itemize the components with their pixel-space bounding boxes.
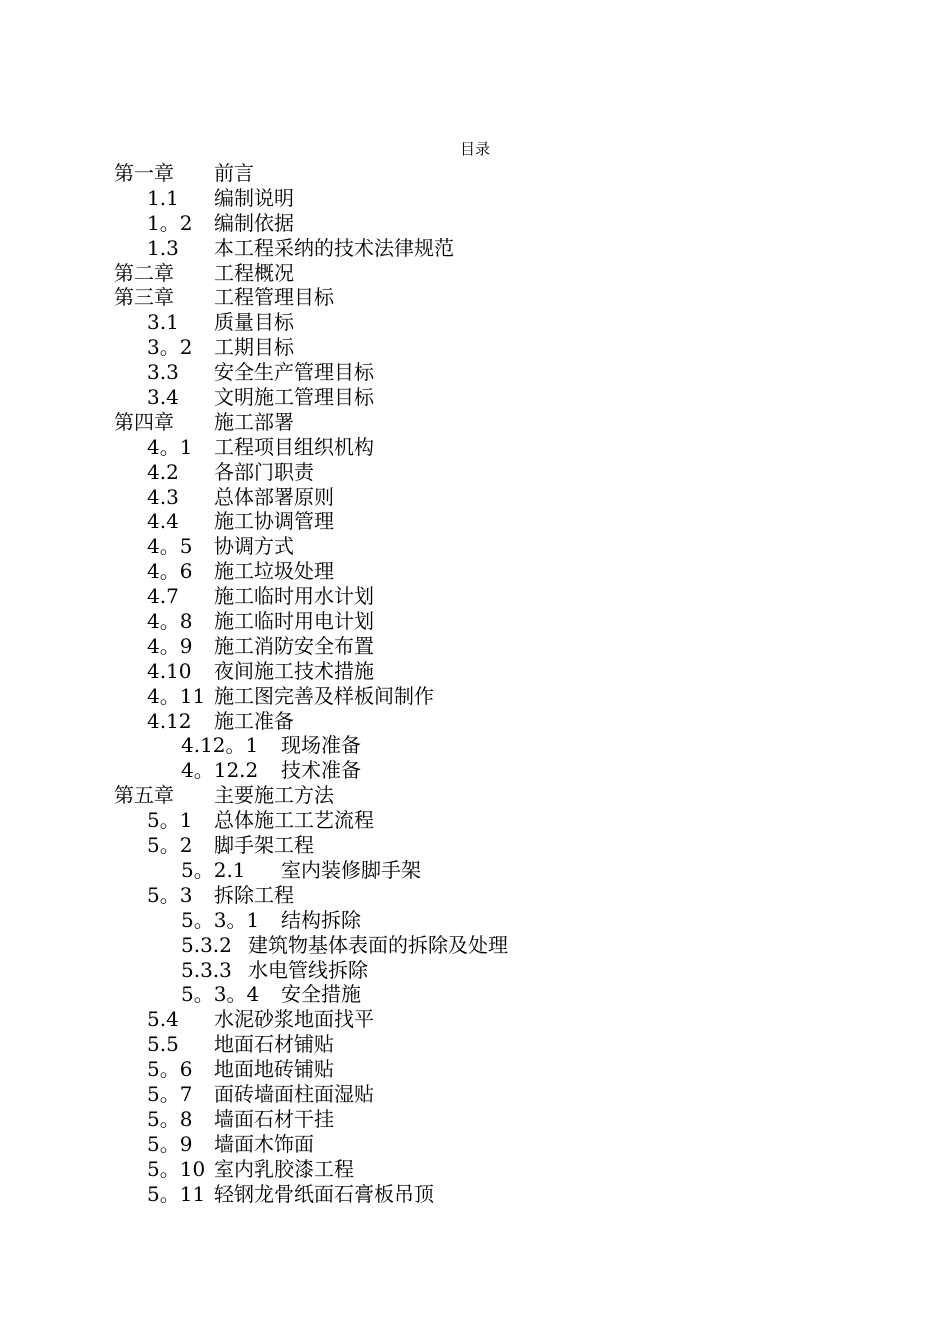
toc-entry-number: 第一章	[114, 161, 174, 185]
toc-entry-number: 第四章	[114, 409, 174, 434]
toc-section	[0, 460, 950, 485]
toc-entry-title: 夜间施工技术措施	[214, 658, 374, 683]
toc-entry-number: 4.2	[147, 459, 179, 484]
toc-entry-title: 施工垃圾处理	[214, 559, 334, 584]
toc-chapter	[0, 410, 950, 435]
toc-entry-title: 结构拆除	[281, 907, 361, 932]
toc-section	[0, 1082, 950, 1107]
toc-entry-number: 5.3.3	[181, 957, 232, 982]
toc-entry-number: 4。8	[147, 609, 193, 634]
toc-entry-number: 5。10	[147, 1156, 206, 1181]
toc-chapter	[0, 161, 950, 186]
toc-section	[0, 883, 950, 908]
toc-section	[0, 609, 950, 634]
toc-entry-number: 5.5	[147, 1032, 179, 1057]
toc-entry-number: 5。11	[147, 1181, 206, 1206]
toc-subsection	[0, 933, 950, 958]
toc-entry-number: 1.3	[147, 235, 179, 260]
toc-entry-number: 4。5	[147, 534, 193, 559]
toc-entry-number: 第五章	[114, 783, 174, 808]
toc-entry-number: 5。6	[147, 1057, 193, 1082]
toc-entry-title: 总体部署原则	[214, 484, 334, 509]
toc-entry-number: 3.4	[147, 385, 179, 410]
toc-entry-number: 5。2	[147, 833, 193, 858]
toc-entry-number: 5。8	[147, 1106, 193, 1131]
toc-list	[0, 161, 950, 1206]
toc-entry-number: 5。2.1	[181, 857, 246, 882]
toc-entry-title: 现场准备	[281, 733, 361, 758]
toc-entry-number: 4.12	[147, 708, 192, 733]
toc-section	[0, 1107, 950, 1132]
toc-section	[0, 360, 950, 385]
toc-section	[0, 186, 950, 211]
toc-subsection	[0, 733, 950, 758]
toc-section	[0, 534, 950, 559]
toc-entry-number: 5。3。1	[181, 907, 260, 932]
toc-entry-title: 轻钢龙骨纸面石膏板吊顶	[214, 1181, 434, 1206]
toc-entry-number: 4.4	[147, 509, 179, 534]
toc-subsection	[0, 982, 950, 1007]
toc-entry-title: 施工临时用水计划	[214, 584, 374, 609]
toc-entry-number: 4。11	[147, 683, 206, 708]
toc-section	[0, 236, 950, 261]
toc-entry-title: 室内乳胶漆工程	[214, 1156, 354, 1181]
toc-entry-title: 施工消防安全布置	[214, 633, 374, 658]
toc-entry-number: 4.7	[147, 584, 179, 609]
toc-entry-title: 编制说明	[214, 185, 294, 210]
toc-entry-number: 5.4	[147, 1007, 179, 1032]
toc-entry-title: 文明施工管理目标	[214, 385, 374, 410]
toc-entry-title: 各部门职责	[214, 459, 314, 484]
toc-section	[0, 808, 950, 833]
toc-section	[0, 833, 950, 858]
toc-subsection	[0, 858, 950, 883]
toc-entry-number: 3.1	[147, 310, 179, 335]
toc-entry-number: 4。1	[147, 434, 193, 459]
toc-section	[0, 435, 950, 460]
toc-entry-title: 拆除工程	[214, 882, 294, 907]
toc-section	[0, 1032, 950, 1057]
toc-section	[0, 559, 950, 584]
toc-entry-title: 施工临时用电计划	[214, 609, 374, 634]
toc-entry-number: 1。2	[147, 210, 193, 235]
toc-section	[0, 310, 950, 335]
toc-entry-title: 工程管理目标	[214, 285, 334, 310]
toc-entry-title: 施工协调管理	[214, 509, 334, 534]
toc-entry-title: 协调方式	[214, 534, 294, 559]
toc-entry-title: 墙面石材干挂	[214, 1106, 334, 1131]
toc-section	[0, 634, 950, 659]
toc-entry-number: 5。3	[147, 882, 193, 907]
toc-chapter	[0, 783, 950, 808]
toc-entry-title: 水电管线拆除	[248, 957, 368, 982]
toc-subsection	[0, 958, 950, 983]
toc-entry-title: 工期目标	[214, 335, 294, 360]
toc-entry-title: 前言	[214, 161, 254, 185]
toc-entry-title: 地面地砖铺贴	[214, 1057, 334, 1082]
toc-entry-number: 4。12.2	[181, 758, 259, 783]
toc-entry-number: 5。1	[147, 808, 193, 833]
toc-entry-title: 地面石材铺贴	[214, 1032, 334, 1057]
toc-entry-title: 安全措施	[281, 982, 361, 1007]
toc-entry-title: 总体施工工艺流程	[214, 808, 374, 833]
toc-section	[0, 1182, 950, 1207]
toc-section	[0, 335, 950, 360]
toc-entry-number: 5。3。4	[181, 982, 260, 1007]
toc-chapter	[0, 261, 950, 286]
toc-entry-number: 4.3	[147, 484, 179, 509]
toc-entry-number: 4。6	[147, 559, 193, 584]
toc-chapter	[0, 285, 950, 310]
toc-entry-title: 本工程采纳的技术法律规范	[214, 235, 454, 260]
toc-section	[0, 385, 950, 410]
toc-entry-number: 5.3.2	[181, 932, 232, 957]
toc-entry-number: 5。7	[147, 1081, 193, 1106]
toc-entry-title: 质量目标	[214, 310, 294, 335]
toc-subsection	[0, 758, 950, 783]
toc-entry-number: 1.1	[147, 185, 179, 210]
toc-title: 目录	[459, 140, 490, 158]
toc-entry-title: 编制依据	[214, 210, 294, 235]
toc-section	[0, 1007, 950, 1032]
toc-section	[0, 584, 950, 609]
toc-entry-title: 工程概况	[214, 260, 294, 285]
toc-section	[0, 485, 950, 510]
toc-entry-title: 施工部署	[214, 409, 294, 434]
toc-section	[0, 709, 950, 734]
toc-section	[0, 659, 950, 684]
toc-entry-number: 4.12。1	[181, 733, 259, 758]
toc-entry-title: 室内装修脚手架	[281, 857, 421, 882]
toc-entry-title: 工程项目组织机构	[214, 434, 374, 459]
toc-section	[0, 211, 950, 236]
toc-section	[0, 684, 950, 709]
toc-entry-title: 技术准备	[281, 758, 361, 783]
toc-section	[0, 509, 950, 534]
toc-section	[0, 1132, 950, 1157]
toc-entry-title: 安全生产管理目标	[214, 360, 374, 385]
toc-entry-title: 建筑物基体表面的拆除及处理	[248, 932, 508, 957]
toc-entry-title: 墙面木饰面	[214, 1131, 314, 1156]
toc-entry-title: 施工准备	[214, 708, 294, 733]
toc-entry-title: 面砖墙面柱面湿贴	[214, 1081, 374, 1106]
toc-entry-number: 4。9	[147, 633, 193, 658]
toc-entry-number: 3。2	[147, 335, 193, 360]
toc-entry-number: 5。9	[147, 1131, 193, 1156]
toc-entry-number: 第二章	[114, 260, 174, 285]
toc-entry-title: 主要施工方法	[214, 783, 334, 808]
toc-entry-title: 水泥砂浆地面找平	[214, 1007, 374, 1032]
toc-entry-title: 脚手架工程	[214, 833, 314, 858]
toc-entry-title: 施工图完善及样板间制作	[214, 683, 434, 708]
toc-entry-number: 4.10	[147, 658, 192, 683]
toc-entry-number: 3.3	[147, 360, 179, 385]
toc-subsection	[0, 908, 950, 933]
toc-section	[0, 1057, 950, 1082]
toc-entry-number: 第三章	[114, 285, 174, 310]
toc-section	[0, 1157, 950, 1182]
